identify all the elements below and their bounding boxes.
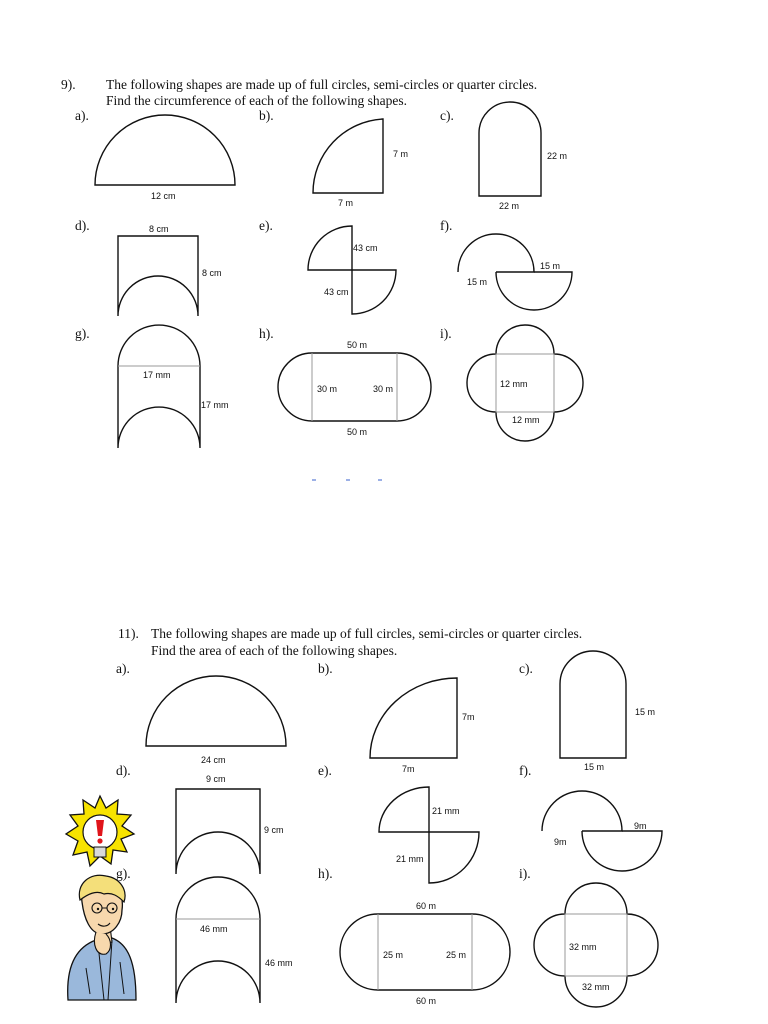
- q9c-arch: [479, 102, 567, 211]
- q11g-arch-cutout: [176, 877, 293, 1003]
- q9e-quarter-pair: [308, 226, 396, 314]
- q11h-left-dim: 25 m: [383, 950, 404, 960]
- q11-label-c: c).: [519, 661, 533, 676]
- q11c-side-dim: 15 m: [635, 707, 656, 717]
- q11-label-e: e).: [318, 763, 332, 778]
- q9c-base-dim: 22 m: [499, 201, 520, 211]
- q11a-semicircle: [146, 676, 286, 765]
- q9-label-i: i).: [440, 326, 452, 341]
- lightbulb-clipart: [66, 796, 134, 866]
- q11i-bottom-dim: 32 mm: [582, 982, 610, 992]
- q11-label-d: d).: [116, 763, 131, 778]
- q11e-quarter-pair: [379, 787, 479, 883]
- q9c-side-dim: 22 m: [547, 151, 568, 161]
- q11e-top-dim: 21 mm: [432, 806, 460, 816]
- q9-label-b: b).: [259, 108, 274, 123]
- q9-label-d: d).: [75, 218, 90, 233]
- q9h-left-dim: 30 m: [317, 384, 338, 394]
- q11b-base-dim: 7m: [402, 764, 415, 774]
- q11h-stadium: [340, 901, 510, 1006]
- q11h-right-dim: 25 m: [446, 950, 467, 960]
- q11e-bottom-dim: 21 mm: [396, 854, 424, 864]
- q9-label-c: c).: [440, 108, 454, 123]
- q9f-s-shape: [458, 234, 572, 310]
- q9d-top-dim: 8 cm: [149, 224, 169, 234]
- q11g-side-dim: 46 mm: [265, 958, 293, 968]
- q11-label-g: g).: [116, 866, 131, 881]
- q9f-right-dim: 15 m: [540, 261, 561, 271]
- q9e-top-dim: 43 cm: [353, 243, 378, 253]
- q11-label-b: b).: [318, 661, 333, 676]
- q11b-quarter-circle: [370, 678, 475, 774]
- q9b-side-dim: 7 m: [393, 149, 409, 159]
- q9b-quarter-circle: [313, 119, 408, 208]
- q9h-right-dim: 30 m: [373, 384, 394, 394]
- q11f-s-shape: [542, 791, 662, 871]
- q9a-semicircle: [95, 115, 235, 201]
- q9b-base-dim: 7 m: [338, 198, 354, 208]
- q9-label-f: f).: [440, 218, 453, 233]
- q9e-bottom-dim: 43 cm: [324, 287, 349, 297]
- cartoon-man-clipart: [68, 875, 136, 1000]
- q9h-bottom-dim: 50 m: [347, 427, 368, 437]
- q11-label-f: f).: [519, 763, 532, 778]
- q11h-top-dim: 60 m: [416, 901, 437, 911]
- q11d-top-dim: 9 cm: [206, 774, 226, 784]
- q11i-clover: [534, 883, 658, 1007]
- q11-label-h: h).: [318, 866, 333, 881]
- q9-label-h: h).: [259, 326, 274, 341]
- q9d-square-cutout: [118, 224, 222, 316]
- q11-instruction-line1: The following shapes are made up of full circles, semi-circles or quarter circles.: [151, 626, 583, 641]
- q11f-right-dim: 9m: [634, 821, 647, 831]
- q9-instruction-line1: The following shapes are made up of full circles, semi-circles or quarter circles.: [106, 77, 538, 92]
- q11c-base-dim: 15 m: [584, 762, 605, 772]
- q11-label-a: a).: [116, 661, 130, 676]
- q11-instruction-line2: Find the area of each of the following shapes.: [151, 643, 398, 658]
- q9a-dim: 12 cm: [151, 191, 176, 201]
- q9g-width-dim: 17 mm: [143, 370, 171, 380]
- q9-label-a: a).: [75, 108, 89, 123]
- q9i-bottom-dim: 12 mm: [512, 415, 540, 425]
- q11i-side-dim: 32 mm: [569, 942, 597, 952]
- q11c-arch: [560, 651, 655, 772]
- q11d-square-cutout: [176, 774, 284, 874]
- q11f-left-dim: 9m: [554, 837, 567, 847]
- q9h-stadium: [278, 340, 431, 437]
- q11d-side-dim: 9 cm: [264, 825, 284, 835]
- q9-instruction-line2: Find the circumference of each of the following shapes.: [106, 93, 408, 108]
- q11a-dim: 24 cm: [201, 755, 226, 765]
- q9g-side-dim: 17 mm: [201, 400, 229, 410]
- q9f-left-dim: 15 m: [467, 277, 488, 287]
- q11b-side-dim: 7m: [462, 712, 475, 722]
- q9d-side-dim: 8 cm: [202, 268, 222, 278]
- q9i-clover: [467, 325, 583, 441]
- q11g-width-dim: 46 mm: [200, 924, 228, 934]
- q9g-arch-cutout: [118, 325, 229, 448]
- q11-label-i: i).: [519, 866, 531, 881]
- q9-label-g: g).: [75, 326, 90, 341]
- q11-number: 11).: [118, 626, 139, 641]
- q11h-bottom-dim: 60 m: [416, 996, 437, 1006]
- q9-label-e: e).: [259, 218, 273, 233]
- q9-number: 9).: [61, 77, 76, 92]
- q9h-top-dim: 50 m: [347, 340, 368, 350]
- q9i-side-dim: 12 mm: [500, 379, 528, 389]
